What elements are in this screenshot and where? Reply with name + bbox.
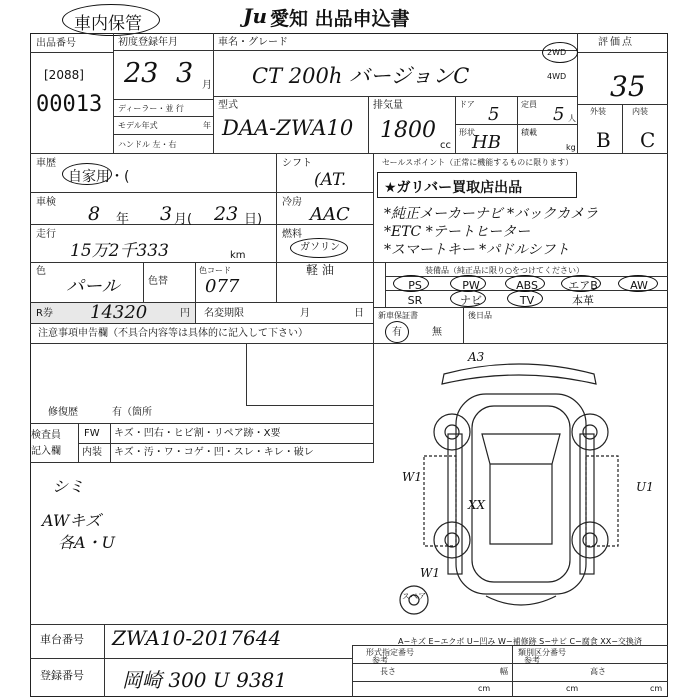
cm-2: cm bbox=[566, 684, 579, 693]
lot-bracket: [2088] bbox=[44, 68, 84, 82]
capacity-value: 5 bbox=[553, 104, 565, 125]
warranty-no: 無 bbox=[432, 327, 442, 338]
drive-2wd: 2WD bbox=[547, 48, 567, 57]
handle-option: ハンドル 左・右 bbox=[118, 140, 177, 149]
mark-u1: U1 bbox=[636, 480, 654, 494]
drive-4wd: 4WD bbox=[547, 72, 567, 81]
registration-label: 登録番号 bbox=[40, 669, 84, 682]
model-year-label: モデル年式 bbox=[118, 121, 158, 130]
chassis-label: 車台番号 bbox=[40, 633, 84, 646]
ref-1: 参考 bbox=[372, 656, 388, 665]
sales-line-1: *純正メーカーナビ *バックカメラ bbox=[384, 206, 599, 222]
inspection-month: 3 bbox=[160, 203, 173, 225]
shape-value: HB bbox=[472, 132, 501, 153]
color-label: 色 bbox=[36, 266, 46, 277]
color-code-label: 色コード bbox=[199, 266, 231, 275]
inspection-label: 車検 bbox=[36, 197, 56, 208]
repair-label: 修復歴 bbox=[48, 407, 78, 418]
registration-value: 岡崎 300 U 9381 bbox=[122, 668, 287, 692]
sales-line-2: *ETC *テートヒーター bbox=[384, 224, 531, 240]
equip-abs: ABS bbox=[516, 278, 538, 292]
first-reg-year: 23 bbox=[124, 58, 159, 89]
doors-value: 5 bbox=[488, 104, 500, 125]
int-label: 内装 bbox=[632, 107, 648, 116]
inspection-year: 8 bbox=[88, 203, 101, 225]
equip-navi: ナビ bbox=[460, 294, 482, 307]
dealer-option: ディーラー・並 行 bbox=[118, 104, 184, 113]
tv-circle bbox=[507, 290, 543, 307]
length-label: 長さ bbox=[380, 667, 396, 676]
disp-value: 1800 bbox=[380, 118, 436, 143]
warranty-label: 新車保証書 bbox=[378, 311, 418, 320]
disp-label: 排気量 bbox=[373, 100, 403, 111]
form-title: 愛知 出品申込書 bbox=[270, 8, 410, 30]
warranty-yes: 有 bbox=[392, 327, 402, 338]
color-change-label: 色替 bbox=[148, 276, 168, 287]
ref-2: 参考 bbox=[524, 656, 540, 665]
fuel-gasoline: ガソリン bbox=[300, 242, 340, 253]
history-label: 車歴 bbox=[36, 158, 56, 169]
note-au: 各A・U bbox=[58, 533, 116, 552]
name-change-month: 月 bbox=[300, 308, 310, 319]
cert-label: 形式指定番号 bbox=[366, 648, 414, 657]
car-damage-diagram bbox=[374, 344, 668, 624]
note-aw-scratch: AWキズ bbox=[42, 511, 102, 530]
score-label: 評価点 bbox=[598, 37, 634, 48]
load-label: 積載 bbox=[521, 128, 537, 137]
legend: A−キズ E−エクボ U−凹み W−補修跡 S−サビ C−腐食 XX−交換済 bbox=[398, 637, 642, 646]
first-reg-label: 初度登録年月 bbox=[118, 37, 178, 48]
mark-w1-upper: W1 bbox=[402, 470, 422, 484]
inspector-row2: キズ・汚・ワ・コゲ・凹・スレ・キレ・破レ bbox=[114, 447, 314, 458]
equip-sr: SR bbox=[407, 293, 423, 307]
after-label: 後日品 bbox=[468, 311, 492, 320]
recycle-label: R券 bbox=[36, 308, 53, 319]
sales-header: セールスポイント（正常に機能するものに限ります） bbox=[382, 158, 574, 167]
notes-header: 注意事項申告欄（不具合内容等は具体的に記入して下さい） bbox=[38, 328, 308, 339]
fuel-label: 燃料 bbox=[282, 229, 302, 240]
inspector-row1-head: FW bbox=[84, 428, 100, 439]
inspector-label-2: 記入欄 bbox=[31, 446, 61, 457]
height-label: 高さ bbox=[590, 667, 606, 676]
equip-pw: PW bbox=[462, 278, 480, 292]
model-label: 型式 bbox=[218, 100, 238, 111]
repair-yes: 有（箇所 bbox=[112, 407, 152, 418]
name-change-day: 日 bbox=[354, 308, 364, 319]
capacity-unit: 人 bbox=[568, 114, 576, 123]
class-label: 類別区分番号 bbox=[518, 648, 566, 657]
inspection-day-unit: 日) bbox=[244, 212, 263, 227]
lot-number: 00013 bbox=[36, 92, 103, 117]
history-value: 自家用・( bbox=[68, 169, 130, 185]
inspection-day: 23 bbox=[214, 203, 239, 225]
spare-label: スペア bbox=[402, 592, 426, 601]
equipment-header: 装備品（純正品に限り○をつけてください） bbox=[425, 266, 584, 275]
score-value: 35 bbox=[610, 70, 646, 103]
note-stain: シミ bbox=[52, 477, 85, 496]
fuel-diesel: 軽 油 bbox=[306, 263, 334, 277]
inspector-row1: キズ・凹右・ヒビ割・リペア跡・X要 bbox=[114, 428, 281, 439]
load-unit: kg bbox=[566, 143, 576, 152]
aw-circle bbox=[618, 275, 658, 292]
cooler-label: 冷房 bbox=[282, 197, 302, 208]
shift-label: シフト bbox=[282, 158, 312, 169]
navi-circle bbox=[450, 290, 486, 307]
first-reg-month: 3 bbox=[176, 58, 194, 89]
name-change-label: 名変期限 bbox=[204, 308, 244, 319]
cooler-value: AAC bbox=[310, 204, 350, 225]
gulliver-banner: ★ガリバー買取店出品 bbox=[384, 180, 523, 196]
name-label: 車名・グレード bbox=[218, 37, 288, 48]
inspector-row2-head: 内装 bbox=[82, 447, 102, 458]
chassis-value: ZWA10-2017644 bbox=[112, 626, 282, 650]
recycle-value: 14320 bbox=[90, 302, 148, 323]
mark-xx: XX bbox=[468, 498, 486, 512]
equip-aw: AW bbox=[630, 278, 648, 292]
recycle-unit: 円 bbox=[180, 308, 190, 319]
sales-line-3: *スマートキー *パドルシフト bbox=[384, 242, 570, 258]
equip-ps: PS bbox=[408, 278, 422, 292]
cm-3: cm bbox=[650, 684, 663, 693]
mark-a3: A3 bbox=[468, 350, 485, 364]
mileage-label: 走行 bbox=[36, 229, 56, 240]
mileage-unit: km bbox=[230, 250, 246, 261]
width-label: 幅 bbox=[500, 667, 508, 676]
storage-stamp: 車内保管 bbox=[74, 14, 142, 34]
airbag-circle bbox=[561, 275, 601, 292]
first-reg-month-unit: 月 bbox=[202, 80, 212, 91]
shift-value: (AT. bbox=[314, 170, 347, 190]
model-value: DAA-ZWA10 bbox=[222, 116, 354, 140]
equip-leather: 本革 bbox=[572, 294, 594, 307]
ext-grade: B bbox=[596, 128, 611, 152]
color-value: パール bbox=[66, 276, 120, 297]
inspector-label-1: 検査員 bbox=[31, 430, 61, 441]
ju-logo: Ju bbox=[243, 4, 268, 28]
equip-tv: TV bbox=[519, 293, 535, 307]
cm-1: cm bbox=[478, 684, 491, 693]
ps-circle bbox=[393, 275, 429, 292]
mileage-value: 15万2千333 bbox=[70, 241, 169, 261]
shape-label: 形状 bbox=[459, 128, 475, 137]
doors-label: ドア bbox=[459, 100, 475, 109]
lot-label: 出品番号 bbox=[36, 38, 76, 49]
color-code: 077 bbox=[205, 276, 240, 297]
car-name: CT 200h バージョンC bbox=[252, 64, 470, 88]
capacity-label: 定員 bbox=[521, 100, 537, 109]
model-year-unit: 年 bbox=[203, 121, 211, 130]
inspection-year-unit: 年 bbox=[116, 212, 130, 227]
ext-label: 外装 bbox=[590, 107, 606, 116]
equipment-row-2 bbox=[387, 292, 611, 308]
equip-airbag: エアB bbox=[568, 279, 598, 292]
inspection-month-unit: 月( bbox=[174, 212, 193, 227]
mark-w1-lower: W1 bbox=[420, 566, 440, 580]
int-grade: C bbox=[640, 128, 656, 152]
disp-unit: cc bbox=[440, 140, 451, 151]
